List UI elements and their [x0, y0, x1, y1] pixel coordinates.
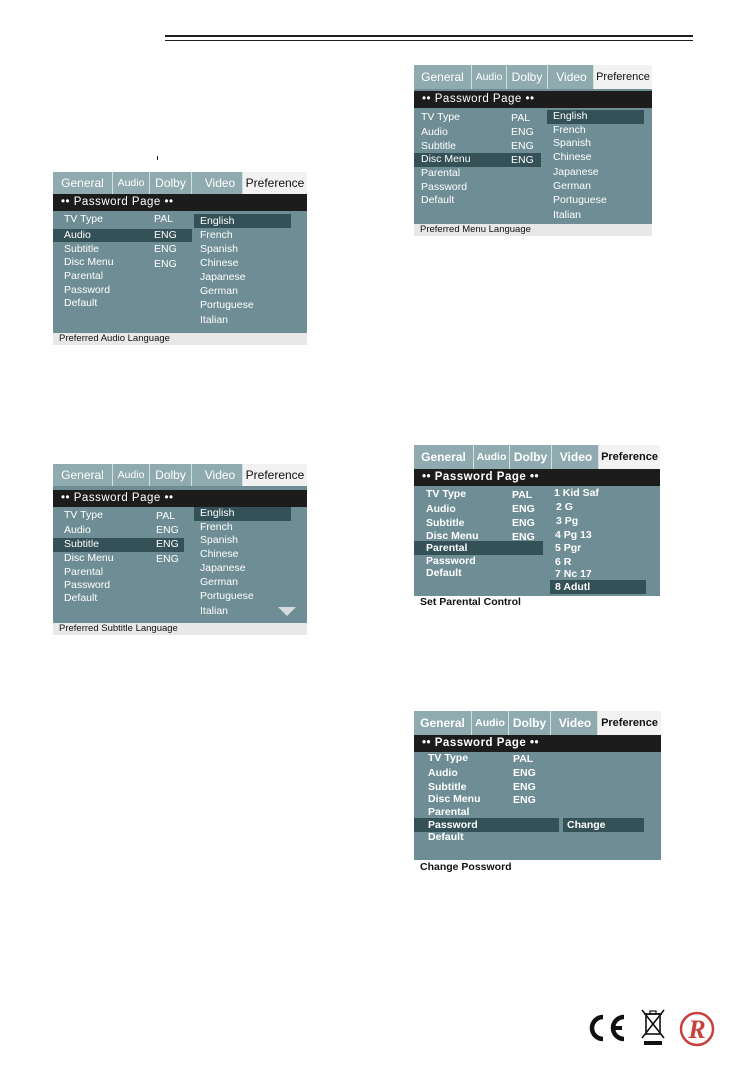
value-subtitle: ENG — [156, 538, 179, 550]
value-subtitle: ENG — [511, 140, 534, 152]
tab-audio[interactable]: Audio — [113, 172, 150, 194]
option-chinese[interactable]: Chinese — [553, 151, 592, 163]
menu-item-parental[interactable]: Parental — [64, 566, 104, 578]
tab-audio[interactable]: Audio — [113, 464, 150, 486]
option-french[interactable]: French — [553, 124, 586, 136]
menu-item-default[interactable]: Default — [64, 592, 98, 604]
tab-general[interactable]: General — [53, 464, 113, 486]
option-japanese[interactable]: Japanese — [553, 166, 599, 178]
menu-item-audio[interactable]: Audio — [64, 229, 91, 241]
rating-option[interactable]: 1 Kid Saf — [554, 487, 599, 499]
rating-option[interactable]: 5 Pgr — [555, 542, 582, 554]
value-disc-menu: ENG — [511, 154, 534, 166]
status-bar: Preferred Menu Language — [414, 224, 652, 236]
option-german[interactable]: German — [200, 576, 238, 588]
option-french[interactable]: French — [200, 229, 233, 241]
value-disc-menu: ENG — [154, 258, 177, 270]
value-tv-type: PAL — [154, 213, 174, 225]
menu-item-subtitle[interactable]: Subtitle — [421, 140, 457, 152]
tab-bar — [53, 464, 307, 486]
value-audio: ENG — [156, 524, 179, 536]
menu-item-parental[interactable]: Parental — [64, 270, 104, 282]
page-title: •• Password Page •• — [414, 735, 661, 752]
tab-general[interactable]: General — [53, 172, 113, 194]
tab-video[interactable]: Video — [198, 464, 243, 486]
menu-item-subtitle[interactable]: Subtitle — [64, 538, 100, 550]
panel-subtitle-language — [53, 464, 307, 635]
tab-preference[interactable]: Preference — [594, 65, 652, 89]
menu-item-disc-menu[interactable]: Disc Menu — [64, 552, 114, 564]
scroll-down-arrow-icon[interactable] — [278, 607, 296, 616]
option-italian[interactable]: Italian — [200, 314, 229, 326]
tab-video[interactable]: Video — [553, 711, 598, 735]
rating-option[interactable]: 6 R — [555, 556, 572, 568]
rating-option-selected[interactable]: 8 Adutl — [555, 581, 591, 593]
status-bar: Set Parental Control — [414, 596, 660, 608]
tab-dolby[interactable]: Dolby — [509, 711, 551, 735]
option-spanish[interactable]: Spanish — [200, 243, 238, 255]
menu-item-parental[interactable]: Parental — [428, 806, 470, 818]
rating-option[interactable]: 4 Pg 13 — [555, 529, 592, 541]
tab-general[interactable]: General — [414, 711, 472, 735]
menu-item-subtitle[interactable]: Subtitle — [426, 517, 465, 529]
page-title: •• Password Page •• — [414, 91, 652, 108]
option-portuguese[interactable]: Portuguese — [553, 194, 607, 206]
menu-item-default[interactable]: Default — [421, 194, 455, 206]
panel-change-password — [414, 711, 661, 874]
status-bar: Preferred Subtitle Language — [53, 623, 307, 635]
option-chinese[interactable]: Chinese — [200, 257, 239, 269]
tab-dolby[interactable]: Dolby — [507, 65, 548, 89]
tab-dolby[interactable]: Dolby — [150, 172, 192, 194]
tab-audio[interactable]: Audio — [472, 65, 507, 89]
value-disc-menu: ENG — [512, 531, 535, 543]
option-portuguese[interactable]: Portuguese — [200, 299, 254, 311]
header-rule-thick — [165, 35, 693, 37]
value-tv-type: PAL — [512, 489, 533, 501]
value-subtitle: ENG — [513, 781, 536, 793]
menu-item-parental[interactable]: Parental — [426, 542, 468, 554]
menu-item-disc-menu[interactable]: Disc Menu — [428, 793, 481, 805]
menu-item-default[interactable]: Default — [426, 567, 462, 579]
tab-audio[interactable]: Audio — [472, 711, 509, 735]
value-audio: ENG — [513, 767, 536, 779]
menu-item-password[interactable]: Password — [426, 555, 476, 567]
menu-item-audio[interactable]: Audio — [421, 126, 448, 138]
panel-parental-control — [414, 445, 660, 608]
value-disc-menu: ENG — [513, 794, 536, 806]
weee-bin-icon — [638, 1006, 668, 1046]
menu-item-tv-type[interactable]: TV Type — [64, 509, 103, 521]
status-bar: Preferred Audio Language — [53, 333, 307, 345]
value-subtitle: ENG — [512, 517, 535, 529]
menu-item-password[interactable]: Password — [64, 579, 111, 591]
rating-option[interactable]: 3 Pg — [556, 515, 579, 527]
registered-r-icon — [678, 1010, 716, 1048]
page-title: •• Password Page •• — [53, 490, 307, 507]
value-audio: ENG — [511, 126, 534, 138]
menu-item-audio[interactable]: Audio — [428, 767, 458, 779]
menu-item-disc-menu[interactable]: Disc Menu — [421, 153, 471, 165]
option-german[interactable]: German — [553, 180, 591, 192]
tab-bar — [53, 172, 307, 194]
tab-audio[interactable]: Audio — [474, 445, 510, 469]
tab-bar — [414, 65, 652, 89]
option-french[interactable]: French — [200, 521, 233, 533]
menu-item-audio[interactable]: Audio — [426, 503, 456, 515]
tab-dolby[interactable]: Dolby — [150, 464, 192, 486]
tab-general[interactable]: General — [414, 445, 474, 469]
panel-menu-language — [414, 65, 652, 236]
menu-item-tv-type[interactable]: TV Type — [428, 752, 469, 764]
option-japanese[interactable]: Japanese — [200, 271, 246, 283]
tab-general[interactable]: General — [414, 65, 472, 89]
menu-item-tv-type[interactable]: TV Type — [421, 111, 460, 123]
tab-video[interactable]: Video — [550, 65, 594, 89]
menu-item-subtitle[interactable]: Subtitle — [428, 781, 467, 793]
option-italian[interactable]: Italian — [200, 605, 229, 617]
menu-item-disc-menu[interactable]: Disc Menu — [64, 256, 114, 268]
value-tv-type: PAL — [513, 753, 534, 765]
menu-item-password[interactable]: Password — [428, 819, 478, 831]
svg-text:R: R — [688, 1015, 706, 1044]
tab-video[interactable]: Video — [554, 445, 599, 469]
change-password-option[interactable]: Change — [567, 819, 606, 831]
menu-item-password[interactable]: Password — [64, 284, 111, 296]
menu-item-default[interactable]: Default — [428, 831, 464, 843]
panel-audio-language — [53, 172, 307, 345]
tab-video[interactable]: Video — [198, 172, 243, 194]
option-english[interactable]: English — [553, 110, 588, 122]
ce-mark-icon — [586, 1012, 628, 1044]
menu-item-tv-type[interactable]: TV Type — [426, 488, 467, 500]
page-title: •• Password Page •• — [414, 469, 660, 486]
tab-preference[interactable]: Preference — [599, 445, 660, 469]
option-italian[interactable]: Italian — [553, 209, 582, 221]
tab-preference[interactable]: Preference — [243, 464, 307, 486]
menu-item-parental[interactable]: Parental — [421, 167, 461, 179]
menu-item-disc-menu[interactable]: Disc Menu — [426, 530, 479, 542]
option-spanish[interactable]: Spanish — [200, 534, 238, 546]
value-audio: ENG — [154, 229, 177, 241]
option-portuguese[interactable]: Portuguese — [200, 590, 254, 602]
stray-mark — [157, 156, 158, 160]
value-tv-type: PAL — [511, 112, 531, 124]
rating-option[interactable]: 7 Nc 17 — [555, 568, 592, 580]
value-tv-type: PAL — [156, 510, 176, 522]
menu-item-default[interactable]: Default — [64, 297, 98, 309]
option-japanese[interactable]: Japanese — [200, 562, 246, 574]
tab-preference[interactable]: Preference — [243, 172, 307, 194]
menu-item-subtitle[interactable]: Subtitle — [64, 243, 100, 255]
value-subtitle: ENG — [154, 243, 177, 255]
option-spanish[interactable]: Spanish — [553, 137, 591, 149]
tab-bar — [414, 711, 661, 735]
menu-item-tv-type[interactable]: TV Type — [64, 213, 103, 225]
option-english[interactable]: English — [200, 215, 235, 227]
status-bar: Change Possword — [414, 860, 661, 874]
rating-option[interactable]: 2 G — [556, 501, 573, 513]
tab-dolby[interactable]: Dolby — [510, 445, 552, 469]
menu-item-audio[interactable]: Audio — [64, 524, 91, 536]
option-chinese[interactable]: Chinese — [200, 548, 239, 560]
value-audio: ENG — [512, 503, 535, 515]
menu-item-password[interactable]: Password — [421, 181, 468, 193]
tab-preference[interactable]: Preference — [598, 711, 661, 735]
tab-bar — [414, 445, 660, 469]
page-title: •• Password Page •• — [53, 194, 307, 211]
value-disc-menu: ENG — [156, 553, 179, 565]
option-english[interactable]: English — [200, 507, 235, 519]
option-german[interactable]: German — [200, 285, 238, 297]
header-rule-thin — [165, 40, 693, 41]
